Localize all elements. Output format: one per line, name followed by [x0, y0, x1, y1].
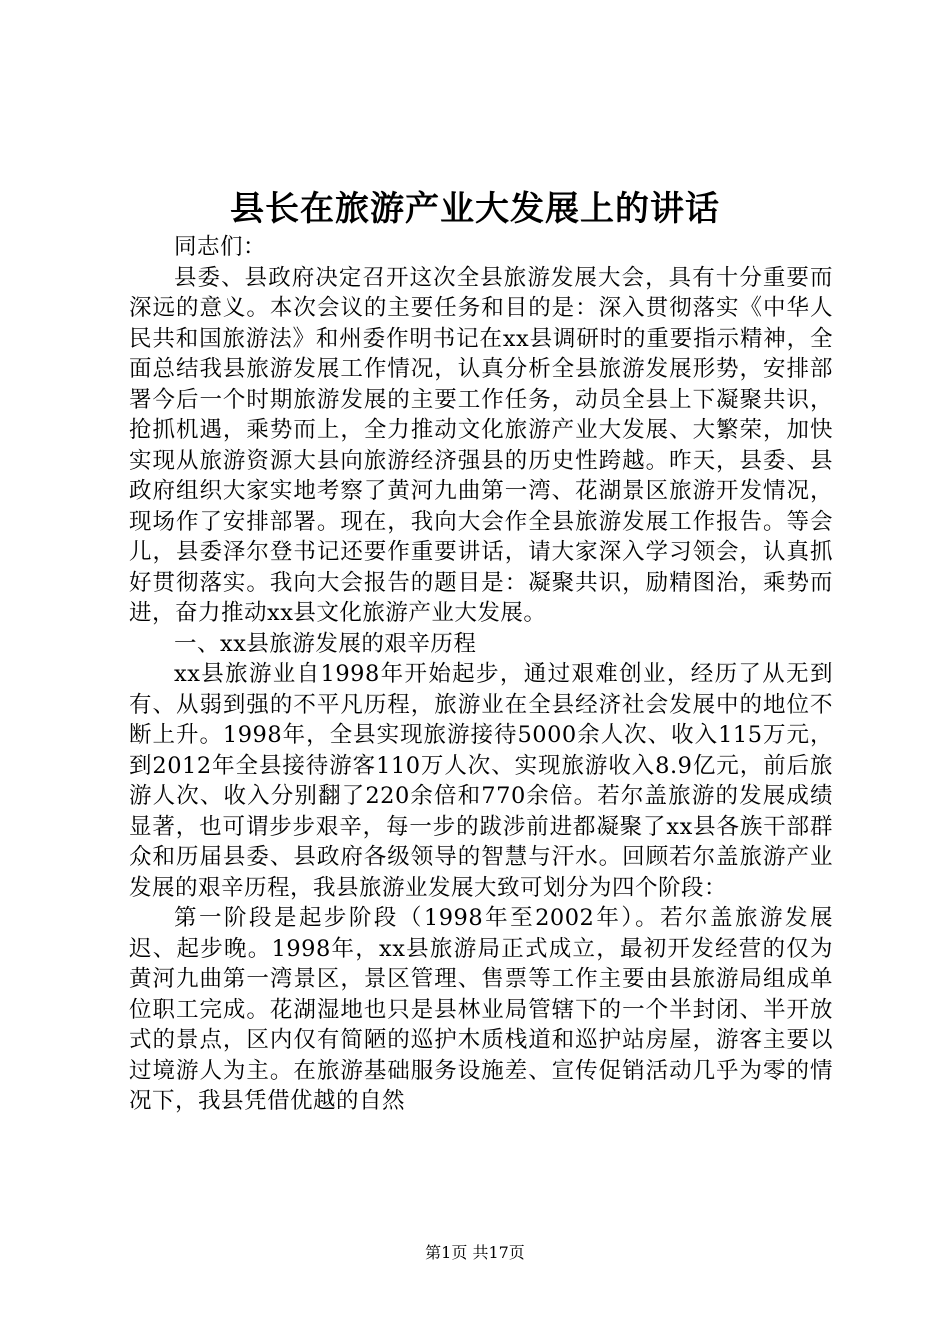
page-footer: 第1页 共17页	[425, 1243, 525, 1262]
section-heading: 一、xx县旅游发展的艰辛历程	[174, 630, 477, 657]
salutation-paragraph: 同志们：	[174, 234, 267, 260]
document-title: 县长在旅游产业大发展上的讲话	[230, 189, 720, 229]
history-paragraph: xx县旅游业自1998年开始起步，通过艰难创业，经历了从无到有、从弱到强的不平凡历程，旅游业在全县经济社会发展中的地位不断上升。1998年，全县实现旅游接待5000余人次、收入115万元，到2012年全县接待游客110万人次、实现旅游收入8.9亿元，前后旅游人次、收入分别翻了220余倍和770余倍。若尔盖旅游的发展成绩显著，也可谓步步艰辛，每一步的跋涉前进都凝聚了xx县各族干部群众和历届县委、县政府各级领导的智慧与汗水。回顾若尔盖旅游产业发展的艰辛历程，我县旅游业发展大致可划分为四个阶段：	[129, 661, 833, 901]
document-body	[129, 232, 833, 1117]
intro-paragraph: 县委、县政府决定召开这次全县旅游发展大会，具有十分重要而深远的意义。本次会议的主要任务和目的是：深入贯彻落实《中华人民共和国旅游法》和州委作明书记在xx县调研时的重要指示精神，全面总结我县旅游发展工作情况，认真分析全县旅游发展形势，安排部署今后一个时期旅游发展的主要工作任务，动员全县上下凝聚共识，抢抓机遇，乘势而上，全力推动文化旅游产业大发展、大繁荣，加快实现从旅游资源大县向旅游经济强县的历史性跨越。昨天，县委、县政府组织大家实地考察了黄河九曲第一湾、花湖景区旅游开发情况，现场作了安排部署。现在，我向大会作全县旅游发展工作报告。等会儿，县委泽尔登书记还要作重要讲话，请大家深入学习领会，认真抓好贯彻落实。我向大会报告的题目是：凝聚共识，励精图治，乘势而进，奋力推动xx县文化旅游产业大发展。	[129, 264, 833, 626]
stage-one-paragraph: 第一阶段是起步阶段（1998年至2002年）。若尔盖旅游发展迟、起步晚。1998年，xx县旅游局正式成立，最初开发经营的仅为黄河九曲第一湾景区，景区管理、售票等工作主要由县旅游局组成单位职工完成。花湖湿地也只是县林业局管辖下的一个半封闭、半开放式的景点，区内仅有简陋的巡护木质栈道和巡护站房屋，游客主要以过境游人为主。在旅游基础服务设施差、宣传促销活动几乎为零的情况下，我县凭借优越的自然	[129, 905, 833, 1114]
